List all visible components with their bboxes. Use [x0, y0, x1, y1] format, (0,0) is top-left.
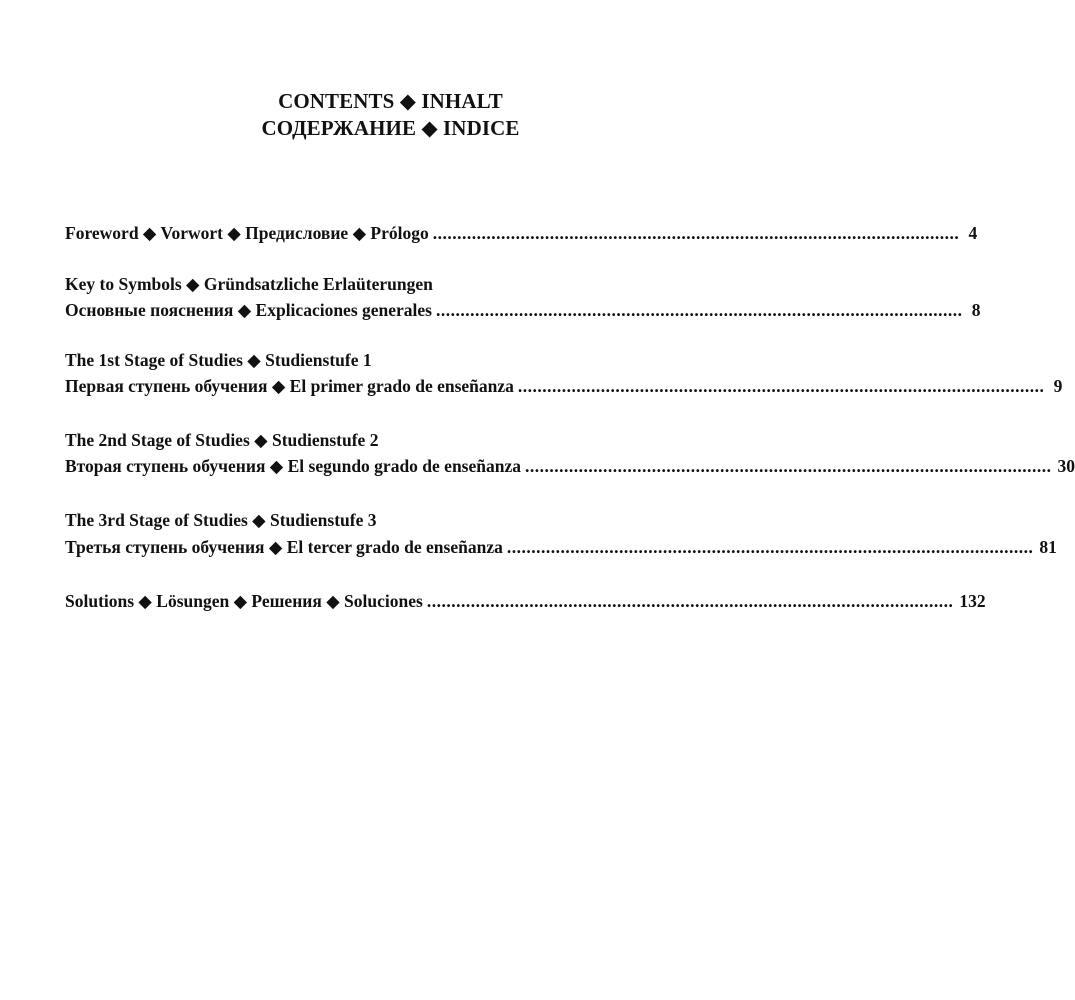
dot-leader: ............................................................................................................	[435, 300, 963, 320]
toc-entry-stage-2-line-1: The 2nd Stage of Studies ◆ Studienstufe 2	[65, 430, 379, 450]
contents-heading-line-2: СОДЕРЖАНИЕ ◆ INDICE	[261, 116, 520, 140]
toc-page-number: 132	[959, 591, 986, 611]
toc-entry-foreword	[65, 220, 978, 246]
dot-leader: ............................................................................................................	[525, 456, 1052, 476]
toc-page-number: 81	[1039, 537, 1057, 557]
toc-entry-title: Вторая ступень обучения ◆ El segundo grado de enseñanza	[65, 456, 521, 476]
toc-entry-stage-3-line-1: The 3rd Stage of Studies ◆ Studienstufe 3	[65, 510, 377, 530]
toc-entry-title: Третья ступень обучения ◆ El tercer grado de enseñanza	[65, 537, 503, 557]
toc-entry-stage-3	[65, 534, 1057, 560]
toc-page-number: 4	[968, 223, 978, 243]
toc-page-number: 8	[971, 300, 981, 320]
dot-leader: ............................................................................................................	[432, 223, 960, 243]
toc-entry-key-to-symbols	[65, 297, 981, 323]
toc-page-number: 30	[1057, 456, 1075, 476]
dot-leader: ............................................................................................................	[517, 376, 1045, 396]
toc-entry-title: Foreword ◆ Vorwort ◆ Предисловие ◆ Prólogo	[65, 223, 429, 243]
toc-entry-title: Основные пояснения ◆ Explicaciones generales	[65, 300, 432, 320]
dot-leader: ............................................................................................................	[506, 537, 1034, 557]
toc-entry-stage-1-line-1: The 1st Stage of Studies ◆ Studienstufe 1	[65, 350, 372, 370]
toc-entry-key-to-symbols-line-1: Key to Symbols ◆ Gründsatzliche Erlaüterungen	[65, 274, 433, 294]
toc-entry-stage-1	[65, 373, 1063, 399]
toc-entry-solutions	[65, 588, 986, 614]
toc-entry-title: Solutions ◆ Lösungen ◆ Решения ◆ Soluciones	[65, 591, 423, 611]
toc-entry-stage-2	[65, 453, 1075, 479]
dot-leader: ............................................................................................................	[426, 591, 954, 611]
toc-page-number: 9	[1053, 376, 1063, 396]
contents-heading-line-1: CONTENTS ◆ INHALT	[278, 89, 503, 113]
toc-entry-title: Первая ступень обучения ◆ El primer grado de enseñanza	[65, 376, 514, 396]
